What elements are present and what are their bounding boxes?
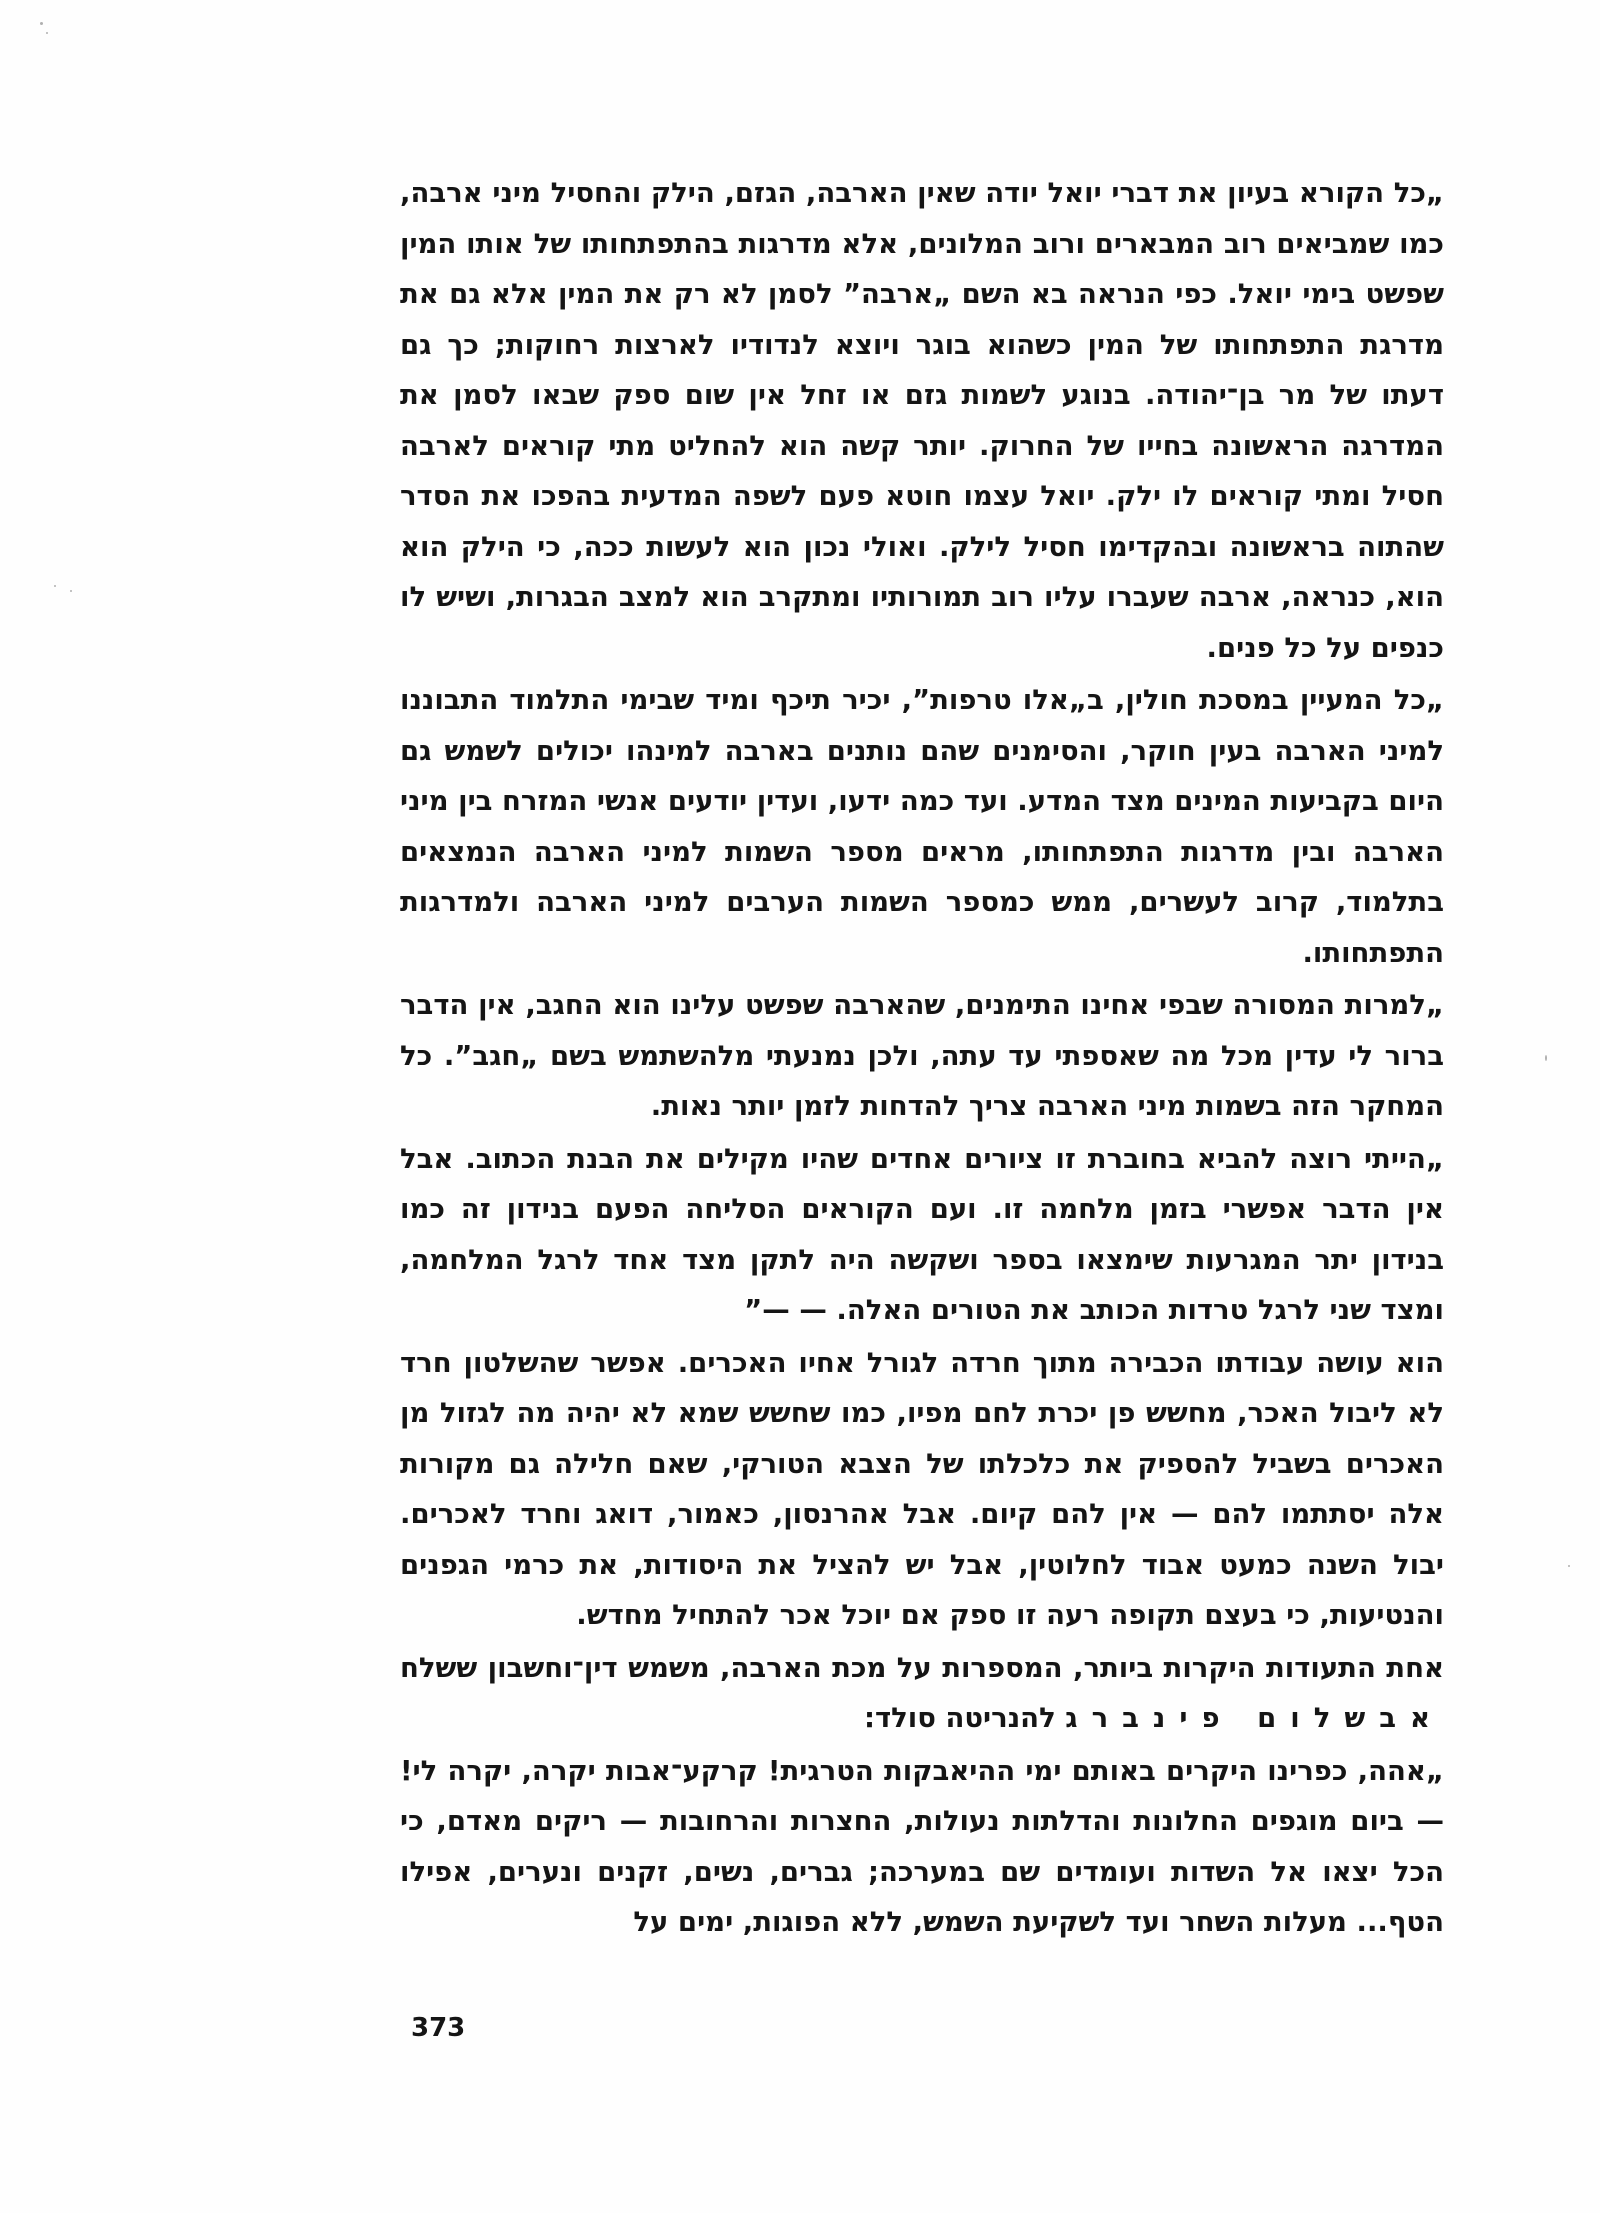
spaced-name-avshalom-feinberg: אבשלום פינברג (1065, 1702, 1444, 1734)
paragraph-feinberg-report (400, 1643, 1444, 1744)
paragraph-chagav-tradition: „למרות המסורה שבפי אחינו התימנים, שהארבה שפשט עלינו הוא החגב, אין הדבר ברור לי עדין מכל מה שאספתי עד עתה, ולכן נמנעתי מלהשתמש בשם „חגב”. כל המחקר הזה בשמות מיני הארבה צריך להדחות לזמן יותר נאות. (400, 989, 1444, 1122)
paragraph-feinberg-quote: „אהה, כפרינו היקרים באותם ימי ההיאבקות הטרגית! קרקע־אבות יקרה, יקרה לי! — ביום מוגפים החלונות והדלתות נעולות, החצרות והרחובות — ריקים מאדם, כי הכל יצאו אל השדות ועומדים שם במערכה; גברים, נשים, זקנים ונערים, אפילו הטף... מעלות השחר ועד לשקיעת השמש, ללא הפוגות, ימים על (400, 1754, 1444, 1938)
paragraph-locust-stages: „כל הקורא בעיון את דברי יואל יודה שאין הארבה, הגזם, הילק והחסיל מיני ארבה, כמו שמביאים רוב המבארים ורוב המלונים, אלא מדרגות בהתפתחותו של אותו המין שפשט בימי יואל. כפי הנראה בא השם „ארבה” לסמן לא רק את המין אלא גם את מדרגת התפתחותו של המין כשהוא בוגר ויוצא לנדודיו לארצות רחוקות; כך גם דעתו של מר בן־יהודה. בנוגע לשמות גזם או זחל אין שום ספק שבאו לסמן את המדרגה הראשונה בחייו של החרוק. יותר קשה הוא להחליט מתי קוראים לארבה חסיל ומתי קוראים לו ילק. יואל עצמו חוטא פעם לשפה המדעית בהפכו את הסדר שהתוה בראשונה ובהקדימו חסיל לילק. ואולי נכון הוא לעשות ככה, כי הילק הוא הוא, כנראה, ארבה שעברו עליו רוב תמורותיו ומתקרב הוא למצב הבגרות, ושיש לו כנפים על כל פנים. (400, 177, 1444, 664)
paragraph-talmud-locust-names: „כל המעיין במסכת חולין, ב„אלו טרפות”, יכיר תיכף ומיד שבימי התלמוד התבוננו למיני הארבה בעין חוקר, והסימנים שהם נותנים בארבה למינהו יכולים לשמש גם היום בקביעות המינים מצד המדע. ועד כמה ידעו, ועדין יודעים אנשי המזרח בין מיני הארבה ובין מדרגות התפתחותו, מראים מספר השמות למיני הארבה הנמצאים בתלמוד, קרוב לעשרים, ממש כמספר השמות הערבים למיני הארבה ולמדרגות התפתחותו. (400, 684, 1444, 969)
feinberg-report-recipient: להנריטה סולד: (863, 1702, 1056, 1734)
scan-speck (40, 22, 43, 25)
scan-speck (46, 32, 48, 34)
paragraph-illustrations-apology: „הייתי רוצה להביא בחוברת זו ציורים אחדים שהיו מקילים את הבנת הכתוב. אבל אין הדבר אפשרי בזמן מלחמה זו. ועם הקוראים הסליחה הפעם בנידון זה כמו בנידון יתר המגרעות שימצאו בספר ושקשה היה לתקן מצד אחד לרגל המלחמה, ומצד שני לרגל טרדות הכותב את הטורים האלה. — —” (400, 1142, 1444, 1326)
scan-speck (1568, 1565, 1570, 1567)
scan-speck (1545, 1055, 1547, 1061)
scan-speck (70, 590, 72, 592)
scan-speck (54, 585, 56, 587)
page-number: 373 (411, 2013, 466, 2043)
feinberg-report-text: אחת התעודות היקרות ביותר, המספרות על מכת הארבה, משמש דין־וחשבון ששלח (400, 1651, 1444, 1684)
paragraph-aaronsohn-farmers: הוא עושה עבודתו הכבירה מתוך חרדה לגורל אחיו האכרים. אפשר שהשלטון חרד לא ליבול האכר, מחשש פן יכרת לחם מפיו, כמו שחשש שמא לא יהיה מה לגזול מן האכרים בשביל להספיק את כלכלתו של הצבא הטורקי, שאם חלילה גם מקורות אלה יסתתמו להם — אין להם קיום. אבל אהרנסון, כאמור, דואג וחרד לאכרים. יבול השנה כמעט אבוד לחלוטין, אבל יש להציל את היסודות, את כרמי הגפנים והנטיעות, כי בעצם תקופה רעה זו ספק אם יוכל אכר להתחיל מחדש. (400, 1346, 1444, 1631)
body-text (400, 168, 1444, 1948)
